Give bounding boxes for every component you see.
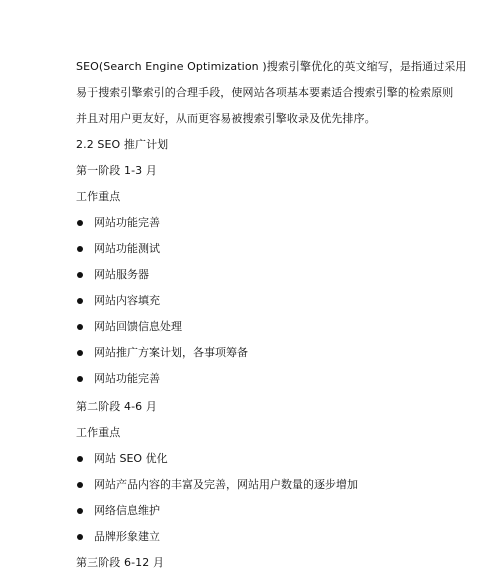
bullet-icon: [77, 324, 83, 330]
phase1-list-item: [76, 372, 160, 386]
bullet-icon: [77, 298, 83, 304]
phase3-title: 第三阶段 6-12 月: [76, 556, 165, 569]
list-item-text: 网站服务器: [94, 268, 149, 281]
list-item-text: 网站 SEO 优化: [94, 452, 168, 465]
list-item-text: 网站内容填充: [94, 294, 160, 307]
phase2-list-item: [76, 530, 160, 544]
phase1-list-item: [76, 346, 248, 360]
list-item-text: 网站回馈信息处理: [94, 320, 182, 333]
list-item-text: 网站推广方案计划，各事项筹备: [94, 346, 248, 359]
phase2-focus-label: 工作重点: [76, 426, 121, 439]
phase1-title: 第一阶段 1-3 月: [76, 164, 157, 177]
intro-line-2: 易于搜索引擎索引的合理手段，使网站各项基本要素适合搜索引擎的检索原则: [76, 86, 454, 99]
bullet-icon: [77, 350, 83, 356]
phase1-focus-label: 工作重点: [76, 190, 121, 203]
list-item-text: 网站功能完善: [94, 216, 160, 229]
bullet-icon: [77, 482, 83, 488]
list-item-text: 品牌形象建立: [94, 530, 160, 543]
list-item-text: 网站功能完善: [94, 372, 160, 385]
bullet-icon: [77, 220, 83, 226]
intro-line-3: 并且对用户更友好，从而更容易被搜索引擎收录及优先排序。: [76, 112, 376, 125]
section-heading: 2.2 SEO 推广计划: [76, 138, 169, 151]
phase2-list-item: [76, 504, 160, 518]
list-item-text: 网站功能测试: [94, 242, 160, 255]
bullet-icon: [77, 272, 83, 278]
bullet-icon: [77, 456, 83, 462]
phase1-list-item: [76, 242, 160, 256]
phase2-list-item: [76, 452, 168, 466]
phase2-title: 第二阶段 4-6 月: [76, 400, 157, 413]
list-item-text: 网站产品内容的丰富及完善，网站用户数量的逐步增加: [94, 478, 358, 491]
phase1-list-item: [76, 216, 160, 230]
bullet-icon: [77, 376, 83, 382]
bullet-icon: [77, 246, 83, 252]
bullet-icon: [77, 508, 83, 514]
phase2-list-item: [76, 478, 358, 492]
phase1-list-item: [76, 268, 149, 282]
intro-line-1: SEO(Search Engine Optimization )搜索引擎优化的英文缩写，是指通过采用: [76, 60, 467, 73]
bullet-icon: [77, 534, 83, 540]
phase1-list-item: [76, 320, 182, 334]
phase1-list-item: [76, 294, 160, 308]
list-item-text: 网络信息维护: [94, 504, 160, 517]
